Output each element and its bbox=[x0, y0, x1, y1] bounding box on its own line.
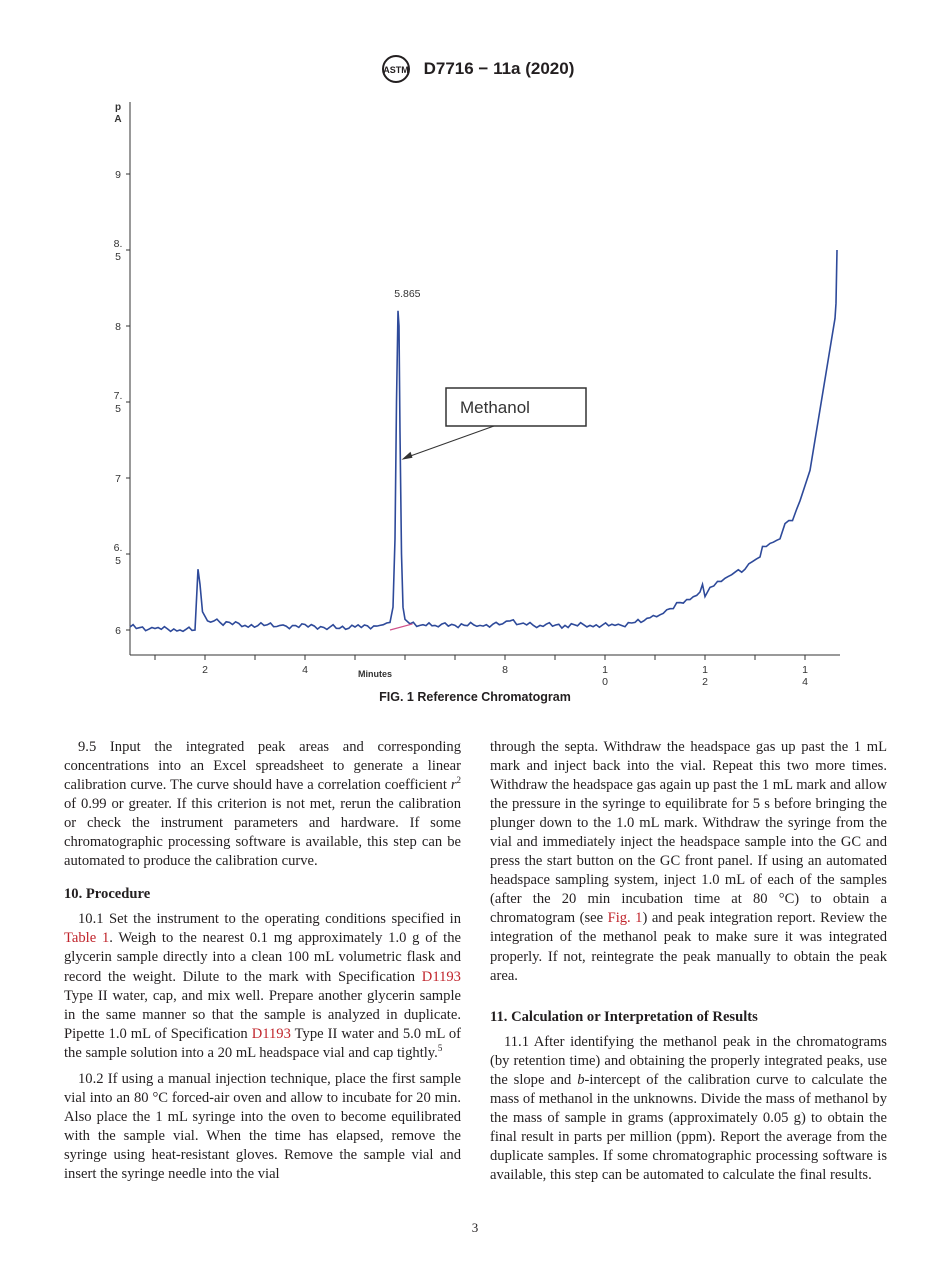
y-tick-label: 5 bbox=[115, 555, 121, 567]
link-d1193-b[interactable]: D1193 bbox=[251, 1025, 291, 1042]
x-tick-label: 1 bbox=[802, 664, 808, 676]
y-tick-label: 6 bbox=[115, 625, 121, 637]
chart-ticks bbox=[114, 169, 808, 687]
y-unit-p: p bbox=[114, 102, 122, 113]
logo-text: ASTM bbox=[382, 65, 409, 75]
chromatogram-chart bbox=[100, 92, 860, 687]
y-tick-label: 5 bbox=[115, 251, 121, 263]
link-fig-1[interactable]: Fig. 1 bbox=[607, 910, 643, 927]
x-tick-label: 2 bbox=[702, 676, 708, 687]
designation: D7716 − 11a (2020) bbox=[423, 59, 575, 78]
astm-logo bbox=[376, 54, 416, 84]
para-10-1: 10.1 Set the instrument to the operating conditions specified in Table 1. Weigh to the nearest 0.1 mg approximately 1.0 g of the glycerin sample directly into a clean 100 mL volumetric flask and record the weight. Dilute to the mark with Specification D1193 Type II water, cap, and mix well. Prepare another glycerin sample in the same manner so that the sample is analyzed in duplicate. Pipette 1.0 mL of Specification D1193 Type II water and 5.0 mL of the sample solution into a 20 mL headspace vial and cap tightly.$^5$ bbox=[64, 911, 461, 1061]
figure-caption: FIG. 1 Reference Chromatogram bbox=[379, 690, 571, 704]
methanol-callout-text: Methanol bbox=[460, 398, 530, 417]
para-10-2-cont: through the septa. Withdraw the headspace gas up past the 1 mL mark and inject back into the vial. Repeat this two more times. Withdraw the headspace gas again up past the 1 mL mark and allow the pressure in the syringe to equilibrate for 5 s before bringing the plunger down to the 1.0 mL mark. Withdraw the syringe from the vial and immediately inject the headspace sample into the GC and press the start button on the GC front panel. If using an automated headspace sampling system, inject 1.0 mL of each of the samples (after the 20 min incubation time at 80 °C) to obtain a chromatogram (see Fig. 1) and peak integration report. Review the integration of the methanol peak to make sure it was integrated properly. If not, reintegrate the peak manually to obtain the peak area. bbox=[490, 739, 887, 984]
x-tick-label: 2 bbox=[202, 664, 208, 676]
page-number: 3 bbox=[471, 1220, 479, 1235]
y-tick-label: 7 bbox=[115, 473, 121, 485]
y-tick-label: 5 bbox=[115, 403, 121, 415]
chart-series bbox=[130, 250, 837, 631]
footnote-ref-5: 5 bbox=[437, 1042, 443, 1053]
signal-line bbox=[130, 250, 837, 631]
x-tick-label: 4 bbox=[802, 676, 808, 687]
y-tick-label: 9 bbox=[115, 169, 121, 181]
y-tick-label: 8 bbox=[115, 321, 121, 333]
left-column bbox=[64, 738, 461, 1184]
link-d1193-a[interactable]: D1193 bbox=[421, 968, 461, 985]
y-unit-a: A bbox=[114, 114, 122, 125]
right-column bbox=[490, 738, 887, 1185]
x-tick-label: 8 bbox=[502, 664, 508, 676]
y-tick-label: 7. bbox=[113, 390, 123, 402]
para-9-5: 9.5 Input the integrated peak areas and corresponding concentrations into an Excel spreadsheet to generate a linear calibration curve. The curve should have a correlation coefficient $r^2$ of 0.99 or greater. If this criterion is not met, rerun the calibration or check the instrument parameters and hardware. If some chromatographic processing software is available, this step can be automated to produce the calibration curve. bbox=[64, 739, 461, 870]
callout-arrow-line bbox=[406, 426, 495, 458]
page-header bbox=[0, 54, 950, 84]
chart-annotations bbox=[394, 288, 586, 460]
x-tick-label: 1 bbox=[702, 664, 708, 676]
peak-label: 5.865 bbox=[394, 288, 421, 301]
integration-baseline bbox=[390, 624, 413, 630]
x-tick-label: 1 bbox=[602, 664, 608, 676]
chart-axes bbox=[114, 102, 840, 655]
y-tick-label: 8. bbox=[113, 238, 123, 250]
heading-procedure: 10. Procedure bbox=[64, 886, 151, 903]
link-table-1[interactable]: Table 1 bbox=[64, 930, 110, 947]
x-tick-label: 0 bbox=[602, 676, 608, 687]
heading-calculation: 11. Calculation or Interpretation of Results bbox=[490, 1008, 758, 1025]
x-tick-label: 4 bbox=[302, 664, 308, 676]
para-10-2: 10.2 If using a manual injection technique, place the first sample vial into an 80 °C forced-air oven and allow to incubate for 20 min. Also place the 1 mL syringe into the oven to become equilibrated with the sample vial. When the time has elapsed, remove the syringe using heat-resistant gloves. Remove the sample vial and insert the syringe needle into the vial bbox=[64, 1070, 461, 1182]
para-11-1: 11.1 After identifying the methanol peak in the chromatograms (by retention time) and obtaining the properly integrated peaks, use the slope and b-intercept of the calibration curve to calculate the mass of methanol in the unknowns. Divide the mass of methanol by the mass of sample in grams (approximately 0.05 g) to obtain the final result in parts per million (ppm). Report the average from the duplicate samples. If some chromatographic processing software is available, this step can be automated to calculate the final results. bbox=[490, 1033, 887, 1183]
callout-arrowhead bbox=[402, 452, 413, 460]
x-axis-label: Minutes bbox=[357, 669, 393, 679]
y-tick-label: 6. bbox=[113, 542, 123, 554]
